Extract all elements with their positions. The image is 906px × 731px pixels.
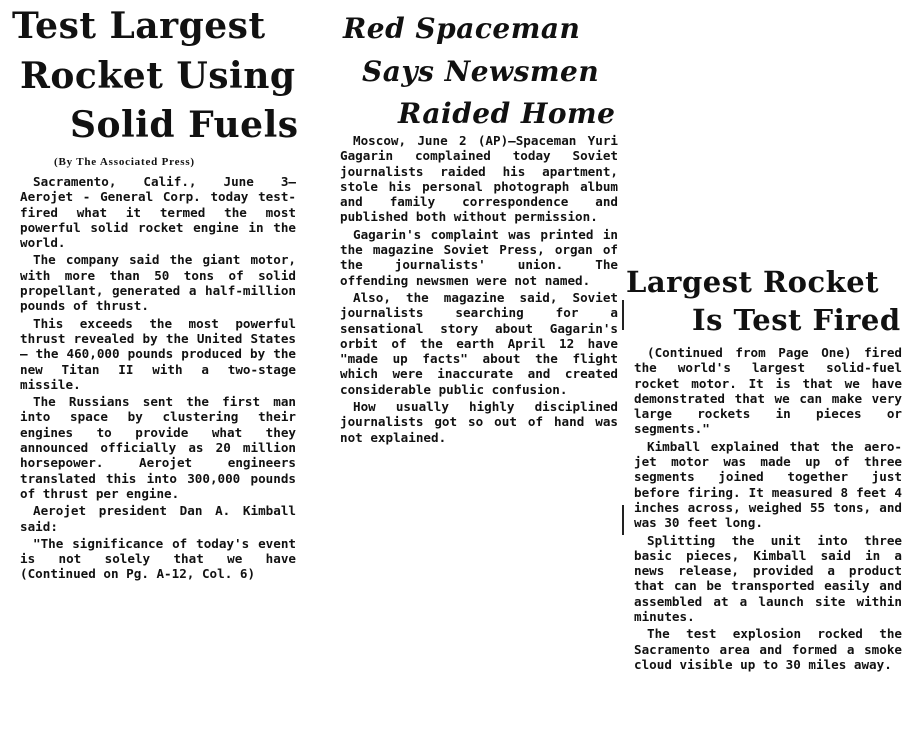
headline-line-3: Solid Fuels [70,104,299,146]
headline-line-2: Rocket Using [20,55,296,97]
article-body [20,174,296,584]
paragraph: Moscow, June 2 (AP)—Spaceman Yuri Gagarin complained today Soviet journalists raided his apartment, stole his personal photograph album and family correspondence and published both without permission. [340,133,618,225]
column-rule [622,505,624,535]
paragraph: Splitting the unit into three basic pieces, Kimball said in a news release, provided a product that can be transported easily and assembled at a launch site within minutes. [634,532,902,625]
headline-line-2: Says Newsmen [362,55,600,88]
headline-line-3: Raided Home [398,97,616,130]
paragraph: Gagarin's complaint was printed in the magazine Soviet Press, organ of the journalists' union. The offending newsmen were not named. [340,226,618,288]
paragraph: This exceeds the most powerful thrust revealed by the United States — the 460,000 pounds produced by the new Titan II with a two-stage missile. [20,315,296,392]
paragraph: (Continued from Page One) fired the world's largest solid-fuel rocket motor. It is that we have demonstrated that we can make very large rockets in pieces or segments." [634,345,902,437]
paragraph: Also, the magazine said, Soviet journalists searching for a sensational story about Gagarin's orbit of the earth April 12 have "made up facts" about the flight which were inaccurate and created considerable public confusion. [340,289,618,397]
article-body [634,345,902,674]
headline-line-1: Largest Rocket [626,265,880,299]
paragraph: Sacramento, Calif., June 3— Aerojet - General Corp. today test-fired what it termed the most powerful solid rocket engine in the world. [20,174,296,251]
paragraph: The test explosion rocked the Sacramento area and formed a smoke cloud visible up to 30 miles away. [634,626,902,672]
paragraph: The Russians sent the first man into space by clustering their engines to provide what they announced officially as 20 million horsepower. Aerojet engineers translated this into 300,000 pounds of thrust per engine. [20,394,296,501]
paragraph: How usually highly disciplined journalists got so out of hand was not explained. [340,399,618,445]
paragraph: The company said the giant motor, with more than 50 tons of solid propellant, generated a half-million pounds of thrust. [20,252,296,314]
article-body [340,133,618,447]
headline-line-2: Is Test Fired [692,303,901,337]
headline-line-1: Red Spaceman [343,12,581,45]
byline: (By The Associated Press) [54,156,195,168]
paragraph: Kimball explained that the aero-jet motor was made up of three segments joined together just before firing. It measured 8 feet 4 inches across, weighed 55 tons, and was 30 feet long. [634,438,902,531]
column-rule [622,300,624,330]
headline-line-1: Test Largest [12,5,266,47]
paragraph: Aerojet president Dan A. Kimball said: [20,503,296,534]
paragraph: "The significance of today's event is not solely that we have (Continued on Pg. A-12, Col. 6) [20,535,296,582]
